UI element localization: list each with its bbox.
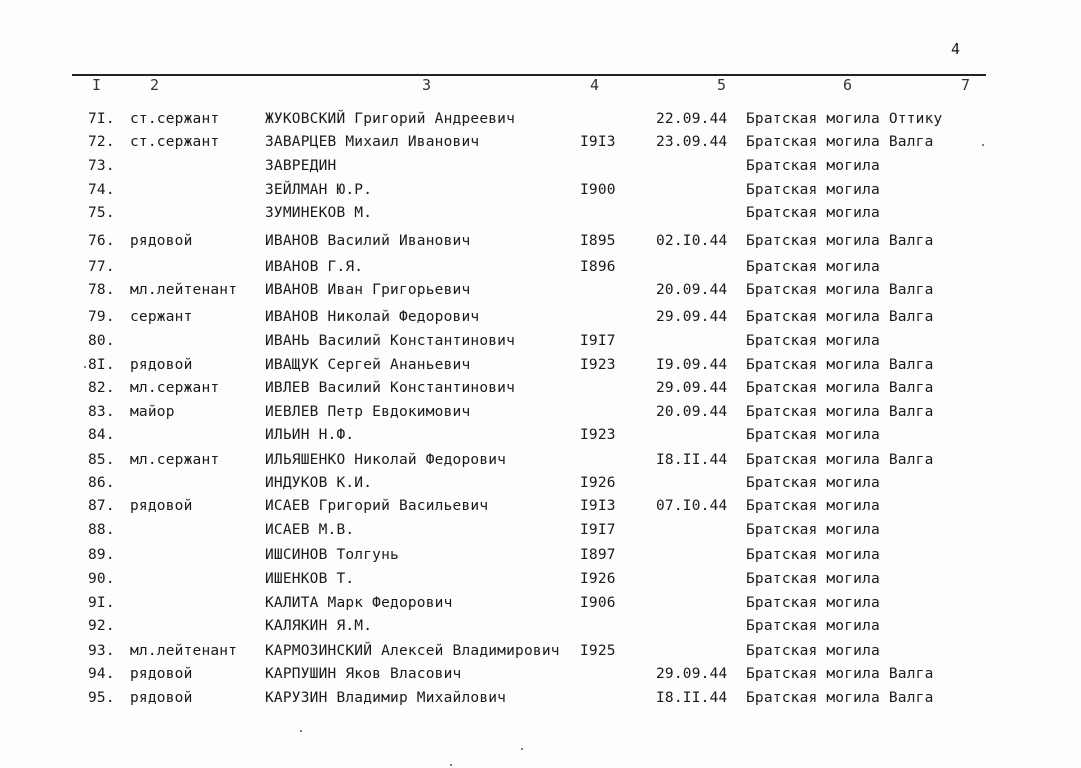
table-row bbox=[0, 522, 1081, 542]
burial-place: Братская могила bbox=[746, 182, 880, 198]
burial-place: Братская могила Валга bbox=[746, 282, 934, 298]
page-number: 4 bbox=[951, 40, 961, 58]
table-row bbox=[0, 498, 1081, 518]
row-number: 8I. bbox=[88, 357, 115, 373]
row-number: 82. bbox=[88, 380, 115, 396]
birth-year: I926 bbox=[580, 475, 616, 491]
burial-place: Братская могила Валга bbox=[746, 309, 934, 325]
column-header-4: 4 bbox=[590, 76, 600, 94]
full-name: КАРУЗИН Владимир Михайлович bbox=[265, 690, 507, 706]
full-name: КАЛЯКИН Я.М. bbox=[265, 618, 373, 634]
column-header-7: 7 bbox=[961, 76, 971, 94]
row-number: 78. bbox=[88, 282, 115, 298]
full-name: ИЕВЛЕВ Петр Евдокимович bbox=[265, 404, 471, 420]
full-name: ИСАЕВ М.В. bbox=[265, 522, 355, 538]
birth-year: I926 bbox=[580, 571, 616, 587]
birth-year: I925 bbox=[580, 643, 616, 659]
table-row bbox=[0, 571, 1081, 591]
row-number: 72. bbox=[88, 134, 115, 150]
birth-year: I9I7 bbox=[580, 333, 616, 349]
death-date: I8.II.44 bbox=[656, 690, 728, 706]
full-name: ЗЕЙЛМАН Ю.Р. bbox=[265, 182, 373, 198]
row-number: 80. bbox=[88, 333, 115, 349]
rank: рядовой bbox=[130, 233, 193, 249]
full-name: КАРМОЗИНСКИЙ Алексей Владимирович bbox=[265, 643, 560, 659]
table-row bbox=[0, 427, 1081, 447]
scan-speck bbox=[84, 366, 86, 368]
column-header-5: 5 bbox=[717, 76, 727, 94]
table-row bbox=[0, 333, 1081, 353]
row-number: 86. bbox=[88, 475, 115, 491]
rank: рядовой bbox=[130, 357, 193, 373]
table-row bbox=[0, 357, 1081, 377]
birth-year: I896 bbox=[580, 259, 616, 275]
birth-year: I9I3 bbox=[580, 498, 616, 514]
burial-place: Братская могила bbox=[746, 571, 880, 587]
scan-speck bbox=[450, 764, 452, 766]
table-row bbox=[0, 233, 1081, 253]
row-number: 73. bbox=[88, 158, 115, 174]
row-number: 76. bbox=[88, 233, 115, 249]
row-number: 93. bbox=[88, 643, 115, 659]
burial-place: Братская могила Оттику bbox=[746, 111, 943, 127]
rank: мл.сержант bbox=[130, 452, 220, 468]
row-number: 74. bbox=[88, 182, 115, 198]
death-date: 29.09.44 bbox=[656, 309, 728, 325]
burial-place: Братская могила bbox=[746, 158, 880, 174]
burial-place: Братская могила Валга bbox=[746, 233, 934, 249]
rank: ст.сержант bbox=[130, 134, 220, 150]
rank: рядовой bbox=[130, 666, 193, 682]
burial-place: Братская могила Валга bbox=[746, 666, 934, 682]
row-number: 77. bbox=[88, 259, 115, 275]
table-row bbox=[0, 690, 1081, 710]
table-row bbox=[0, 404, 1081, 424]
burial-place: Братская могила Валга bbox=[746, 404, 934, 420]
birth-year: I9I7 bbox=[580, 522, 616, 538]
birth-year: I923 bbox=[580, 357, 616, 373]
row-number: 87. bbox=[88, 498, 115, 514]
table-row bbox=[0, 452, 1081, 472]
rank: мл.сержант bbox=[130, 380, 220, 396]
table-row bbox=[0, 259, 1081, 279]
full-name: ИЛЬИН Н.Ф. bbox=[265, 427, 355, 443]
full-name: ИШЕНКОВ Т. bbox=[265, 571, 355, 587]
rank: рядовой bbox=[130, 690, 193, 706]
scan-speck bbox=[982, 144, 984, 146]
row-number: 79. bbox=[88, 309, 115, 325]
row-number: 95. bbox=[88, 690, 115, 706]
burial-place: Братская могила bbox=[746, 595, 880, 611]
burial-place: Братская могила Валга bbox=[746, 134, 934, 150]
column-header-6: 6 bbox=[843, 76, 853, 94]
burial-place: Братская могила bbox=[746, 522, 880, 538]
row-number: 94. bbox=[88, 666, 115, 682]
row-number: 9I. bbox=[88, 595, 115, 611]
burial-place: Братская могила bbox=[746, 498, 880, 514]
table-row bbox=[0, 595, 1081, 615]
burial-place: Братская могила Валга bbox=[746, 380, 934, 396]
table-row bbox=[0, 380, 1081, 400]
burial-place: Братская могила bbox=[746, 333, 880, 349]
burial-place: Братская могила bbox=[746, 547, 880, 563]
burial-place: Братская могила bbox=[746, 475, 880, 491]
full-name: КАЛИТА Марк Федорович bbox=[265, 595, 453, 611]
birth-year: I895 bbox=[580, 233, 616, 249]
header-rule bbox=[72, 74, 986, 76]
row-number: 92. bbox=[88, 618, 115, 634]
row-number: 85. bbox=[88, 452, 115, 468]
burial-place: Братская могила bbox=[746, 205, 880, 221]
burial-place: Братская могила Валга bbox=[746, 357, 934, 373]
full-name: ИНДУКОВ К.И. bbox=[265, 475, 373, 491]
burial-place: Братская могила Валга bbox=[746, 452, 934, 468]
death-date: 22.09.44 bbox=[656, 111, 728, 127]
birth-year: I923 bbox=[580, 427, 616, 443]
column-header-1: I bbox=[92, 76, 102, 94]
full-name: ИВАЩУК Сергей Ананьевич bbox=[265, 357, 471, 373]
column-header-3: 3 bbox=[422, 76, 432, 94]
rank: мл.лейтенант bbox=[130, 643, 238, 659]
full-name: ИСАЕВ Григорий Васильевич bbox=[265, 498, 489, 514]
death-date: 20.09.44 bbox=[656, 404, 728, 420]
birth-year: I906 bbox=[580, 595, 616, 611]
full-name: ИВЛЕВ Василий Константинович bbox=[265, 380, 516, 396]
rank: сержант bbox=[130, 309, 193, 325]
table-row bbox=[0, 205, 1081, 225]
table-row bbox=[0, 182, 1081, 202]
burial-place: Братская могила Валга bbox=[746, 690, 934, 706]
burial-place: Братская могила bbox=[746, 618, 880, 634]
column-header-2: 2 bbox=[150, 76, 160, 94]
death-date: 07.I0.44 bbox=[656, 498, 728, 514]
death-date: 02.I0.44 bbox=[656, 233, 728, 249]
rank: майор bbox=[130, 404, 175, 420]
full-name: КАРПУШИН Яков Власович bbox=[265, 666, 462, 682]
row-number: 88. bbox=[88, 522, 115, 538]
burial-place: Братская могила bbox=[746, 643, 880, 659]
death-date: 23.09.44 bbox=[656, 134, 728, 150]
rank: мл.лейтенант bbox=[130, 282, 238, 298]
full-name: ИВАНОВ Иван Григорьевич bbox=[265, 282, 471, 298]
full-name: ИВАНОВ Г.Я. bbox=[265, 259, 364, 275]
row-number: 7I. bbox=[88, 111, 115, 127]
burial-place: Братская могила bbox=[746, 427, 880, 443]
birth-year: I900 bbox=[580, 182, 616, 198]
scan-speck bbox=[300, 730, 302, 732]
full-name: ИВАНОВ Василий Иванович bbox=[265, 233, 471, 249]
birth-year: I9I3 bbox=[580, 134, 616, 150]
burial-place: Братская могила bbox=[746, 259, 880, 275]
full-name: ИВАНЬ Василий Константинович bbox=[265, 333, 516, 349]
row-number: 89. bbox=[88, 547, 115, 563]
table-row bbox=[0, 643, 1081, 663]
death-date: I8.II.44 bbox=[656, 452, 728, 468]
death-date: 29.09.44 bbox=[656, 666, 728, 682]
table-row bbox=[0, 111, 1081, 131]
rank: рядовой bbox=[130, 498, 193, 514]
row-number: 90. bbox=[88, 571, 115, 587]
death-date: I9.09.44 bbox=[656, 357, 728, 373]
full-name: ИШСИНОВ Толгунь bbox=[265, 547, 399, 563]
table-row bbox=[0, 475, 1081, 495]
table-row bbox=[0, 158, 1081, 178]
table-row bbox=[0, 309, 1081, 329]
table-row bbox=[0, 618, 1081, 638]
full-name: ЗАВАРЦЕВ Михаил Иванович bbox=[265, 134, 480, 150]
row-number: 83. bbox=[88, 404, 115, 420]
table-row bbox=[0, 134, 1081, 154]
row-number: 75. bbox=[88, 205, 115, 221]
full-name: ИЛЬЯШЕНКО Николай Федорович bbox=[265, 452, 507, 468]
birth-year: I897 bbox=[580, 547, 616, 563]
full-name: ЖУКОВСКИЙ Григорий Андреевич bbox=[265, 111, 516, 127]
full-name: ЗАВРЕДИН bbox=[265, 158, 337, 174]
death-date: 20.09.44 bbox=[656, 282, 728, 298]
full-name: ИВАНОВ Николай Федорович bbox=[265, 309, 480, 325]
table-row bbox=[0, 547, 1081, 567]
scan-speck bbox=[521, 748, 523, 750]
table-row bbox=[0, 666, 1081, 686]
rank: ст.сержант bbox=[130, 111, 220, 127]
table-row bbox=[0, 282, 1081, 302]
death-date: 29.09.44 bbox=[656, 380, 728, 396]
full-name: ЗУМИНЕКОВ М. bbox=[265, 205, 373, 221]
row-number: 84. bbox=[88, 427, 115, 443]
